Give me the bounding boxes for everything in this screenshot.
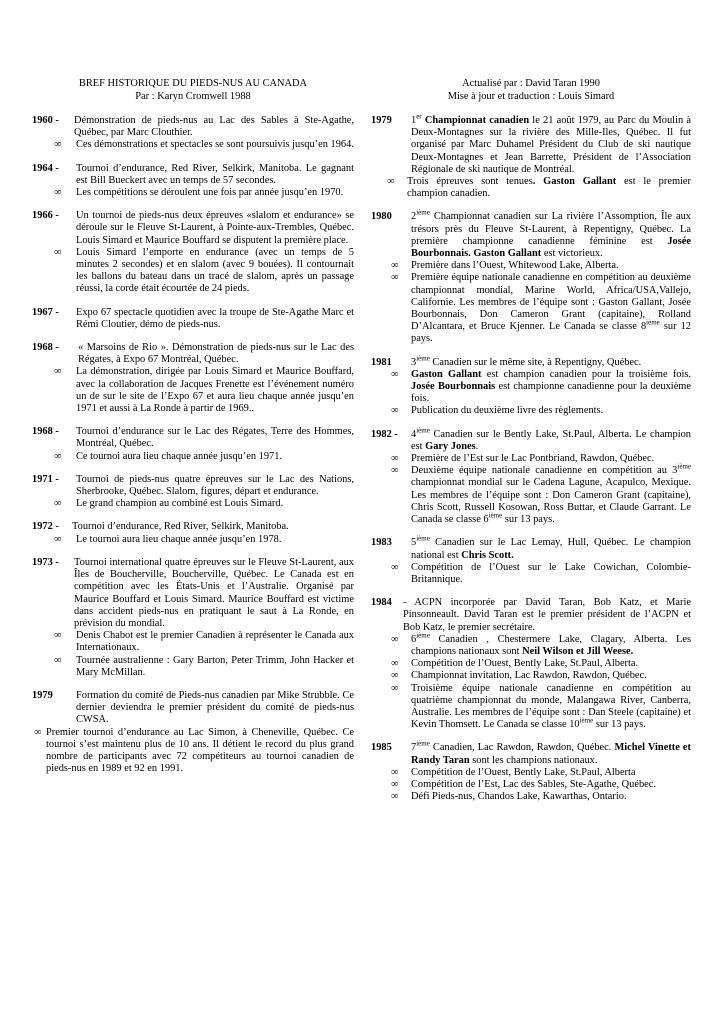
infinity-bullet-icon: ∞ [54,533,62,545]
bullet-text: Louis Simard l’emporte en endurance (avec un temps de 5 minutes 2 secondes) et en slalom (avec 9 bouées). Il contournait les ballons du bateau dans un tracé de slalom, après un passage réussi, la corde était écourtée de 24 pieds. [76,246,354,295]
timeline-entry [32,426,354,463]
infinity-bullet-icon: ∞ [391,368,399,380]
bullet-text: Deuxième équipe nationale canadienne en compétition au 3ième championnat mondial sur le Cadena Lagune, Acapulco, Mexique. Les membres de l’équipe sont : Don Cameron Grant (capitaine), Chris Scott, Russell Kosowan, Ross Buttar, et Claude Garrant. Le Canada se classe 6ième sur 13 pays. [411,462,691,526]
bullet-item [371,683,691,732]
bullet-text: Première équipe nationale canadienne en compétition au deuxième championnat mondial, Marine World, Africa/USA,Vallejo, Californie. Les membres de l’équipe sont : Gaston Gallant, Josée Bourbonnais, Don Cameron Grant (capitaine), Rolland D’Alcantara, et Bruce Kjenner. Le Canada se classe 8ième sur 12 pays. [411,272,691,345]
timeline-entry [371,354,692,418]
bullet-text: Compétition de l’Ouest, Bently Lake, St.Paul, Alberta. [411,658,639,670]
bullet-item [32,247,354,296]
infinity-bullet-icon: ∞ [391,561,399,573]
entry-text: Tournoi d’endurance, Red River, Selkirk, Manitoba. Le gagnant est Bill Bueckert avec un temps de 57 secondes. [76,162,354,186]
bullet-item [371,462,691,526]
bullet-text: Gaston Gallant est champion canadien pour la troisième fois. Josée Bourbonnais est championne canadienne pour la deuxième fois. [411,368,692,405]
infinity-bullet-icon: ∞ [387,176,395,188]
bullet-item [371,658,691,670]
updated-by-line: Actualisé par : David Taran 1990 [462,78,600,89]
bullet-item [371,369,691,406]
timeline-entry [32,115,354,152]
timeline-entry [371,597,691,731]
entry-year: 1979 [32,689,53,701]
timeline-entry [32,342,354,415]
infinity-bullet-icon: ∞ [391,633,399,645]
timeline-entry [32,307,354,331]
bullet-text: Troisième équipe nationale canadienne en compétition au quatrième championnat du monde, Malangawa River, Canberra, Australie. Les membres de l’équipe sont : Dan Steele (capitaine) et Kevin Thomsett. Le Canada se classe 10ième sur 13 pays. [411,682,691,731]
infinity-bullet-icon: ∞ [391,453,399,465]
entry-year: 1960 - [32,115,59,126]
entry-year: 1966 - [32,210,59,222]
bullet-item [371,405,691,417]
timeline-entry [32,163,354,200]
infinity-bullet-icon: ∞ [391,791,399,803]
bullet-text: Les compétitions se déroulent une fois par année jusqu’en 1970. [76,187,344,199]
entry-year: 1981 [371,356,392,368]
bullet-text: Publication du deuxième livre des règlements. [411,405,604,417]
infinity-bullet-icon: ∞ [54,630,62,642]
bullet-text: Premier tournoi d’endurance au Lac Simon, à Cheneville, Québec. Ce tournoi s’est maintenu plus de 10 ans. Il détient le record du plus grand nombre de participants avec 72 compétiteurs au tournoi canadien de pieds-nus en 1989 et 92 en 1991. [46,726,354,775]
bullet-item [32,139,354,151]
entry-text: 7ième Canadien, Lac Rawdon, Rawdon, Québec. Michel Vinette et Randy Taran sont les champions nationaux. [411,739,691,766]
bullet-item [32,366,354,415]
entry-text: Un tournoi de pieds-nus deux épreuves «slalom et endurance» se déroule sur le Fleuve St-Laurent, à Pointe-aux-Trembles, Québec. Louis Simard et Maurice Bouffard se disputent la première place. [76,210,354,246]
infinity-bullet-icon: ∞ [391,682,399,694]
entry-year: 1982 - [371,428,398,440]
bullet-text: Championnat invitation, Lac Rawdon, Rawdon, Québec. [411,670,647,682]
right-column [371,78,691,814]
bullet-text: Le grand champion au combiné est Louis Simard. [76,498,284,510]
entry-text: Tournoi d’endurance sur le Lac des Régates, Terre des Hommes, Montréal, Québec. [76,426,354,450]
bullet-text: Ce tournoi aura lieu chaque année jusqu’en 1971. [76,450,283,462]
entry-year: 1985 [371,742,392,754]
infinity-bullet-icon: ∞ [391,272,399,284]
timeline-entry [371,534,691,586]
bullet-item [371,453,691,465]
entry-text: 2ième Championnat canadien sur La rivière l’Assomption, Île aux trésors près du Fleuve St-Laurent, à Repentigny, Québec. La première championne canadienne féminine est Josée Bourbonnais. Gaston Gallant est victorieux. [411,208,691,260]
bullet-text: Première de l’Est sur le Lac Pontbriand, Rawdon, Québec. [411,453,655,465]
right-entries [371,112,692,803]
bullet-text: Le tournoi aura lieu chaque année jusqu’en 1978. [76,533,282,545]
entry-text: « Marsoins de Rio ». Démonstration de pieds-nus sur le Lac des Régates, à Expo 67 Montréal, Québec. [78,342,354,366]
infinity-bullet-icon: ∞ [54,187,62,199]
entry-text: Expo 67 spectacle quotidien avec la troupe de Ste-Agathe Marc et Rémi Cloutier, démo de pieds-nus. [76,306,354,330]
infinity-bullet-icon: ∞ [54,246,62,258]
entry-year: 1973 - [32,556,59,568]
entry-year: 1984 [371,597,392,609]
bullet-text: La démonstration, dirigée par Louis Simard et Maurice Bouffard, avec la collaboration de Jacques Frenette est l’événement numéro un de sur le site de l’Expo 67 et aura lieu chaque année jusqu’en 1971 et aussi à La Ronde à partir de 1969.. [76,366,354,415]
infinity-bullet-icon: ∞ [54,450,62,462]
infinity-bullet-icon: ∞ [391,465,399,477]
bullet-item [371,767,691,779]
bullet-item [32,727,354,776]
infinity-bullet-icon: ∞ [391,766,399,778]
bullet-text: Trois épreuves sont tenues. Gaston Gallant est le premier champion canadien. [407,176,691,200]
translation-line: Mise à jour et traduction : Louis Simard [447,90,615,102]
entry-text: 4ième Canadien sur le Bently Lake, St.Paul, Alberta. Le champion est Gary Jones. [411,426,691,452]
left-column [32,78,354,786]
infinity-bullet-icon: ∞ [54,366,62,378]
entry-year: 1983 [371,537,392,549]
timeline-entry [371,208,691,345]
timeline-entry [32,521,354,545]
bullet-item [32,655,354,679]
bullet-item [371,562,691,586]
bullet-item [32,187,354,199]
bullet-item [32,630,354,654]
infinity-bullet-icon: ∞ [54,654,62,666]
infinity-bullet-icon: ∞ [391,778,399,790]
infinity-bullet-icon: ∞ [391,260,399,272]
bullet-item [371,176,691,200]
bullet-item [371,631,691,658]
timeline-entry [371,739,691,803]
bullet-item [371,272,691,345]
bullet-text: Ces démonstrations et spectacles se sont poursuivis jusqu’en 1964. [76,139,354,151]
right-header [371,78,691,103]
author-line: Par : Karyn Cromwell 1988 [135,90,251,102]
infinity-bullet-icon: ∞ [34,726,42,738]
bullet-item [371,260,691,272]
entry-text: - ACPN incorporée par David Taran, Bob Katz, et Marie Pinsonneault. David Taran est le premier président de l’ACPN et Bob Katz, le premier secrétaire. [403,597,691,633]
entry-text: Tournoi international quatre épreuves sur le Fleuve St-Laurent, aux Îles de Boucherville, Boucherville, Québec. Le Canada est en compétition avec les États-Unis et l’Australie. Organisé par Maurice Bouffard et Louis Simard. Maurice Bouffard est victime dans accident pieds-nus en pratiquant le saut à La Ronde, en prévision du mondial. [74,556,354,629]
entry-year: 1967 - [32,306,59,318]
bullet-text: Défi Pieds-nus, Chandos Lake, Kawarthas, Ontario. [411,791,627,803]
timeline-entry [32,474,354,511]
infinity-bullet-icon: ∞ [54,498,62,510]
timeline-entry [32,557,354,679]
bullet-text: Compétition de l’Est, Lac des Sables, Ste-Agathe, Québec. [411,778,656,790]
infinity-bullet-icon: ∞ [391,658,399,670]
document-title: BREF HISTORIQUE DU PIEDS-NUS AU CANADA [78,78,308,89]
bullet-item [371,779,691,791]
entry-year: 1972 - [32,521,59,533]
entry-text: Tournoi de pieds-nus quatre épreuves sur le Lac des Nations, Sherbrooke, Québec. Slalom, figures, départ et endurance. [76,473,354,498]
timeline-entry [371,426,691,527]
entry-year: 1979 [371,115,392,126]
entry-text: 5ième Canadien sur le Lac Lemay, Hull, Québec. Le champion national est Chris Scott. [411,534,691,561]
entry-year: 1964 - [32,162,59,174]
bullet-item [32,534,354,546]
entry-text: Formation du comité de Pieds-nus canadien par Mike Strubble. Ce dernier deviendra le premier président du comité de pieds-nus CWSA. [76,689,354,726]
entry-year: 1968 - [32,342,59,354]
bullet-item [371,791,691,803]
infinity-bullet-icon: ∞ [391,405,399,417]
bullet-text: Compétition de l’Ouest sur le Lake Cowichan, Colombie-Britannique. [411,561,691,585]
bullet-text: 6ième Canadien , Chestermere Lake, Clagary, Alberta. Les champions nationaux sont Neil Wilson et Jill Weese. [411,631,691,657]
timeline-entry [32,210,354,295]
timeline-entry [32,690,354,775]
entry-text: 1er Championnat canadien le 21 août 1979, au Parc du Moulin à Deux-Montagnes sur la rivière des Mille-Iles, Québec. Il fut organisé par Marc Duhamel Président du Club de ski nautique Deux-Montagnes et Jean Barrette, Président de l’Association Régionale de ski nautique de Montréal. [411,112,691,175]
left-header [32,78,354,103]
bullet-text: Compétition de l’Ouest, Bently Lake, St.Paul, Alberta [411,766,636,778]
bullet-item [32,451,354,463]
left-entries [32,115,354,775]
infinity-bullet-icon: ∞ [54,139,62,151]
infinity-bullet-icon: ∞ [391,670,399,682]
entry-text: Démonstration de pieds-nus au Lac des Sables à Ste-Agathe, Québec, par Marc Clouthier. [74,115,354,139]
bullet-item [32,498,354,510]
entry-year: 1980 [371,211,392,223]
entry-year: 1971 - [32,473,59,485]
entry-text: Tournoi d’endurance, Red River, Selkirk, Manitoba. [72,521,289,533]
entry-year: 1968 - [32,426,59,438]
bullet-item [371,670,691,682]
timeline-entry [371,112,691,200]
bullet-text: Denis Chabot est le premier Canadien à représenter le Canada aux Internationaux. [76,630,354,654]
entry-text: 3ième Canadien sur le même site, à Repentigny, Québec. [411,354,642,368]
bullet-text: Tournée australienne : Gary Barton, Peter Trimm, John Hacker et Mary McMillan. [76,654,354,678]
bullet-text: Première dans l’Ouest, Whitewood Lake, Alberta. [411,260,619,272]
